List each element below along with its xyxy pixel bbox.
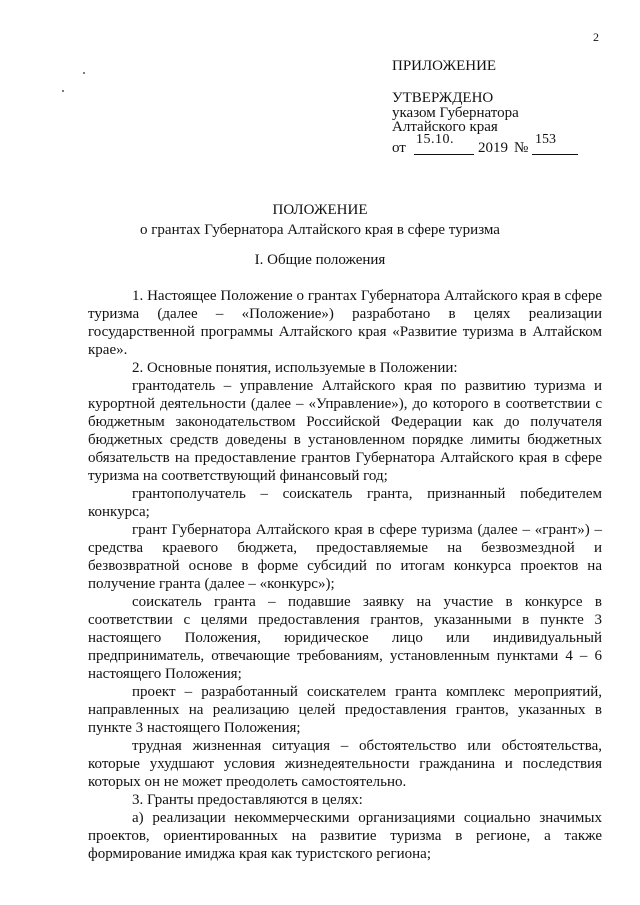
approved-label: УТВЕРЖДЕНО <box>392 90 494 106</box>
decree-number: 153 <box>535 132 556 147</box>
date-number-row <box>392 132 632 156</box>
paragraph: грантодатель – управление Алтайского края по развитию туризма и курортной деятельности (далее – «Управление»), до которого в соответствии с бюджетным законодательством Российской Федерации как до получателя бюджетных средств доведены в установленном порядке лимиты бюджетных обязательств на предоставление грантов Губернатора Алтайского края в сфере туризма на соответствующий финансовый год; <box>88 378 602 484</box>
appendix-label: ПРИЛОЖЕНИЕ <box>392 58 497 74</box>
page-number: 2 <box>593 30 599 44</box>
scan-speck <box>62 90 64 92</box>
date-underline <box>414 154 474 155</box>
title-line-2: о грантах Губернатора Алтайского края в сфере туризма <box>140 222 500 238</box>
approval-block <box>392 56 632 154</box>
paragraph: трудная жизненная ситуация – обстоятельство или обстоятельства, которые ухудшают условия жизнедеятельности гражданина и последствия которых он не может преодолеть самостоятельно. <box>88 738 602 790</box>
region-label: Алтайского края <box>392 119 498 135</box>
paragraph: грант Губернатора Алтайского края в сфере туризма (далее – «грант») – средства краевого бюджета, предоставляемые на безвозмездной и безвозвратной основе в форме субсидий по итогам конкурса проектов на получение гранта (далее – «конкурс»); <box>88 522 602 592</box>
paragraph: 1. Настоящее Положение о грантах Губернатора Алтайского края в сфере туризма (далее – «Положение») разработано в целях реализации государственной программы Алтайского края «Развитие туризма в Алтайском крае». <box>88 288 602 358</box>
from-label: от <box>392 140 406 156</box>
paragraph: а) реализации некоммерческими организациями социально значимых проектов, ориентированных на развитие туризма в регионе, а также формирование имиджа края как туристского региона; <box>88 810 602 862</box>
document-body <box>88 287 602 863</box>
section-heading: I. Общие положения <box>254 252 386 268</box>
decree-year: 2019 <box>478 140 508 156</box>
decree-label: указом Губернатора <box>392 105 519 121</box>
title-line-1: ПОЛОЖЕНИЕ <box>272 202 368 218</box>
number-underline <box>532 154 578 155</box>
paragraph: соискатель гранта – подавшие заявку на участие в конкурсе в соответствии с целями предоставления грантов, указанными в пункте 3 настоящего Положения, юридическое лицо или индивидуальный предприниматель, отвечающие требованиям, установленным пунктами 4 – 6 настоящего Положения; <box>88 594 602 682</box>
paragraph: грантополучатель – соискатель гранта, признанный победителем конкурса; <box>88 486 602 520</box>
paragraph: проект – разработанный соискателем гранта комплекс мероприятий, направленных на реализацию целей предоставления грантов, указанных в пункте 3 настоящего Положения; <box>88 684 602 736</box>
scan-speck <box>83 72 85 74</box>
document-title <box>0 200 640 240</box>
decree-date: 15.10. <box>416 132 454 147</box>
paragraph: 2. Основные понятия, используемые в Положении: <box>132 360 458 376</box>
paragraph: 3. Гранты предоставляются в целях: <box>132 792 363 808</box>
number-sign: № <box>514 140 529 156</box>
